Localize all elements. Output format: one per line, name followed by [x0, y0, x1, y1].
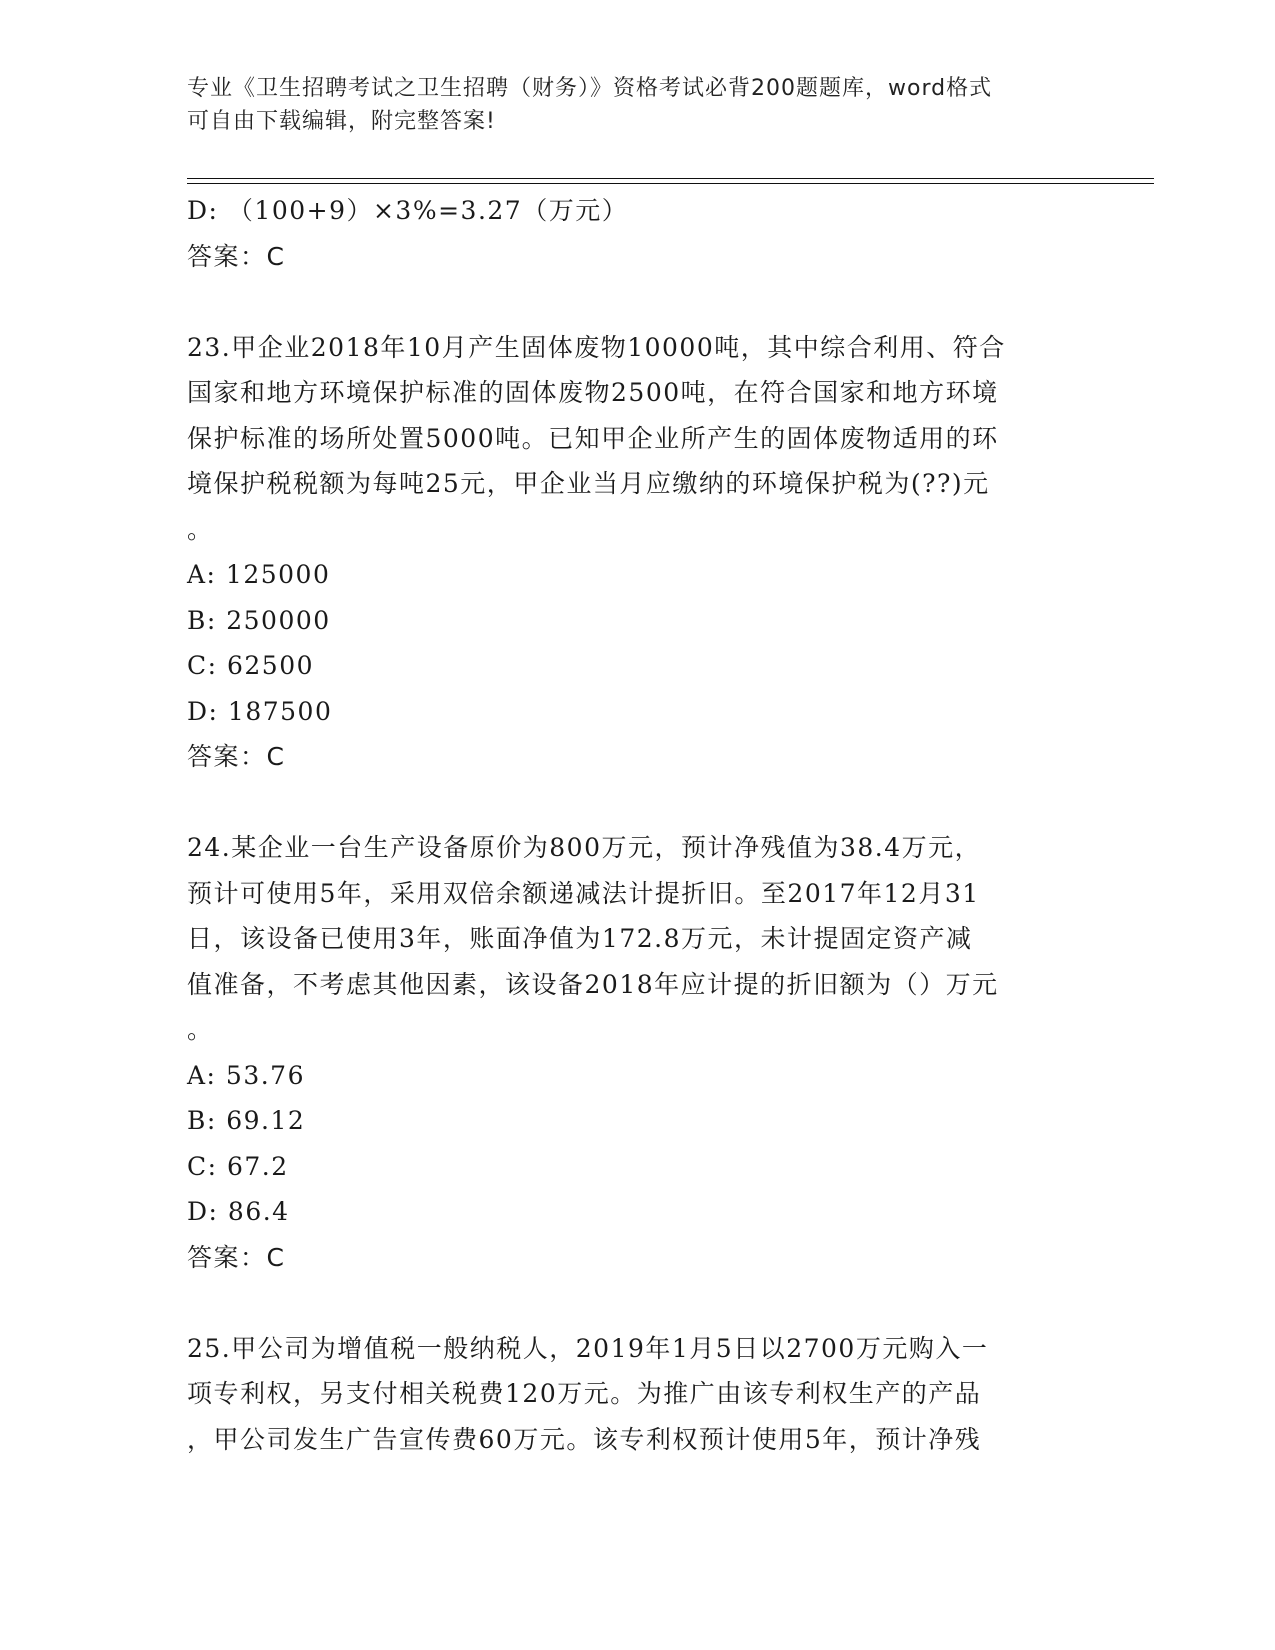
answer: 答案：C	[187, 742, 286, 771]
option-a: A: 125000	[187, 560, 331, 589]
spacer	[187, 780, 1067, 826]
option-b: B: 250000	[187, 605, 331, 635]
option-a: A: 53.76	[187, 1060, 305, 1090]
option-c: C: 62500	[187, 651, 315, 680]
answer: 答案：C	[187, 1242, 286, 1272]
question-text-line: ，甲公司发生广告宣传费60万元。该专利权预计使用5年，预计净残	[187, 1424, 982, 1454]
question-text-line: 境保护税税额为每吨25元，甲企业当月应缴纳的环境保护税为(??)元	[187, 469, 990, 498]
option-d: D: 86.4	[187, 1197, 290, 1226]
spacer	[187, 1280, 1067, 1326]
header-rule-top	[187, 178, 1154, 179]
question-text-line: 25.甲公司为增值税一般纳税人，2019年1月5日以2700万元购入一	[187, 1333, 989, 1363]
question-text-line: 。	[187, 514, 214, 544]
prev-answer: 答案：C	[187, 241, 286, 271]
question-text-line: 国家和地方环境保护标准的固体废物2500吨，在符合国家和地方环境	[187, 378, 999, 407]
question-text-line: 保护标准的场所处置5000吨。已知甲企业所产生的固体废物适用的环	[187, 423, 999, 453]
header-line-1: 专业《卫生招聘考试之卫生招聘（财务）》资格考试必背200题题库，word格式	[187, 76, 993, 101]
spacer	[187, 279, 1067, 325]
question-content	[187, 188, 1067, 1462]
question-24	[187, 825, 1067, 1280]
question-text-line: 23.甲企业2018年10月产生固体废物10000吨，其中综合利用、符合	[187, 332, 1006, 362]
option-b: B: 69.12	[187, 1106, 306, 1135]
document-header	[187, 72, 1067, 138]
question-text-line: 预计可使用5年，采用双倍余额递减法计提折旧。至2017年12月31	[187, 878, 980, 908]
question-text-line: 项专利权，另支付相关税费120万元。为推广由该专利权生产的产品	[187, 1379, 982, 1408]
option-c: C: 67.2	[187, 1151, 289, 1181]
option-d: D: 187500	[187, 696, 333, 726]
question-text-line: 。	[187, 1015, 214, 1044]
question-23	[187, 325, 1067, 780]
question-text-line: 日，该设备已使用3年，账面净值为172.8万元，未计提固定资产减	[187, 924, 973, 953]
question-text-line: 值准备，不考虑其他因素，该设备2018年应计提的折旧额为（）万元	[187, 969, 999, 999]
header-line-2: 可自由下载编辑，附完整答案!	[187, 109, 496, 134]
question-text-line: 24.某企业一台生产设备原价为800万元，预计净残值为38.4万元，	[187, 833, 982, 862]
prev-option-d: D: （100+9）×3%=3.27（万元）	[187, 196, 629, 225]
header-rule-bottom	[187, 183, 1154, 184]
question-25	[187, 1326, 1067, 1463]
